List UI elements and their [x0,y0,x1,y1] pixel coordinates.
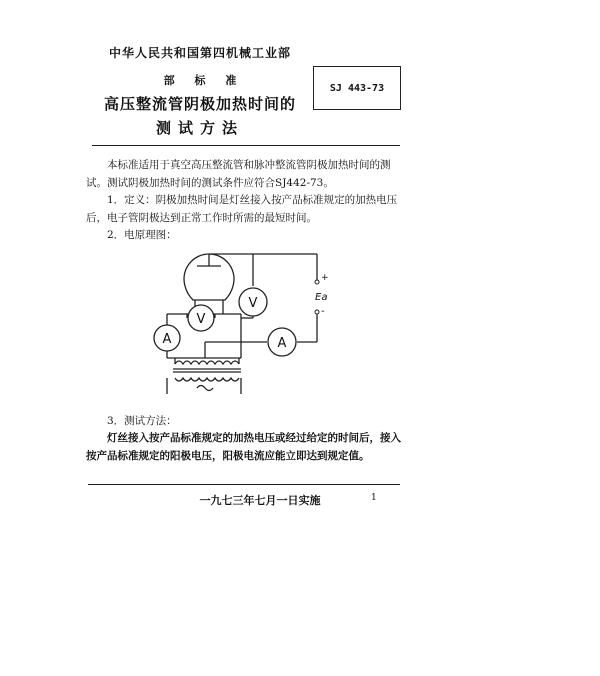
transformer-secondary [175,361,239,364]
header-divider [92,145,400,146]
filament-ammeter-label: A [162,332,172,347]
anode-voltmeter-label: V [248,296,258,311]
diagram-heading: 2．电原理图： [107,229,177,241]
supply-plus-label: + [321,273,329,283]
standard-code: SJ 443-73 [329,82,385,94]
page-number: 1 [371,493,377,503]
supply-terminal-plus [315,280,319,284]
filament-voltmeter-label: V [196,312,206,327]
standard-type: 部 标 准 [163,74,237,87]
circuit-diagram [145,246,345,396]
definition-paragraph: 1．定义：阴极加热时间是灯丝接入按产品标准规定的加热电压后，电子管阴极达到正常工作时所需的最短时间。 [86,194,398,224]
document-title-line1: 高压整流管阴极加热时间的 [103,95,296,113]
supply-minus-label: - [321,306,325,317]
standard-code-box [313,66,401,110]
document-title-line2: 测试方法 [155,119,244,137]
supply-name-label: Ea [315,292,328,303]
transformer-primary [175,378,239,381]
ac-source-symbol [197,386,213,391]
effective-date: 一九七三年七月一日实施 [199,494,321,507]
method-heading: 3．测试方法： [107,415,177,427]
footer-divider [88,484,400,485]
anode-ammeter-label: A [277,336,287,351]
intro-paragraph: 本标准适用于真空高压整流管和脉冲整流管阴极加热时间的测试。测试阴极加热时间的测试条件应符合SJ442-73。 [86,159,391,189]
supply-terminal-minus [315,310,319,314]
ministry-name: 中华人民共和国第四机械工业部 [108,46,291,60]
method-paragraph: 灯丝接入按产品标准规定的加热电压或经过给定的时间后，接入按产品标准规定的阳极电压，阳极电流应能立即达到规定值。 [86,432,401,462]
